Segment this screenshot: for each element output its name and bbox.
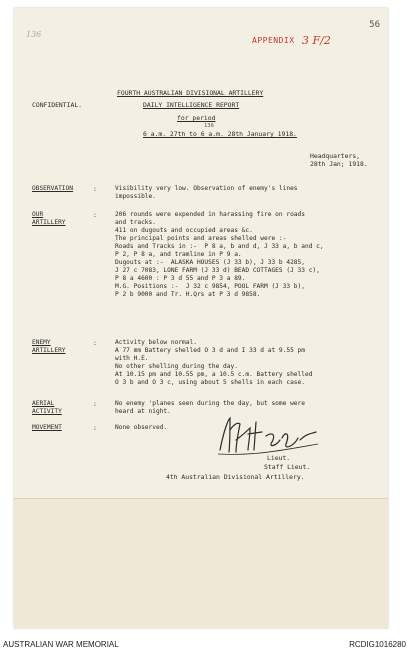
period-label: for period — [177, 114, 216, 122]
text-line: heard at night. — [115, 408, 171, 415]
colon: : — [93, 424, 97, 432]
report-title: FOURTH AUSTRALIAN DIVISIONAL ARTILLERY — [117, 89, 264, 97]
section-label-observation: OBSERVATION — [32, 185, 73, 192]
section-body-our-artillery — [115, 211, 385, 299]
colon: : — [93, 185, 97, 193]
footer-institution: AUSTRALIAN WAR MEMORIAL — [3, 640, 119, 649]
text-line: P 2, P 8 a, and tramline in P 9 a. — [115, 251, 242, 258]
text-line: P 2 b 9000 and Tr. H.Qrs at P 3 d 9858. — [115, 291, 261, 298]
text-line: O 3 b and O 3 c, using about 5 shells in each case. — [115, 379, 305, 386]
signature-unit: 4th Australian Divisional Artillery. — [166, 473, 305, 481]
section-label-aerial-activity: AERIAL ACTIVITY — [32, 400, 62, 415]
text-line: Roads and Tracks in :- P 8 a, b and d, J 33 a, b and c, — [115, 243, 324, 250]
colon: : — [93, 400, 97, 408]
text-line: Dugouts at :- ALASKA HOUSES (J 33 b), J 33 b 4285, — [115, 259, 305, 266]
text-line: At 10.15 pm and 10.55 pm, a 10.5 c.m. Battery shelled — [115, 371, 313, 378]
text-line: impossible. — [115, 193, 156, 200]
document-page — [14, 8, 388, 628]
text-line: None observed. — [115, 424, 168, 431]
appendix-handwritten-ref: 3 F/2 — [302, 34, 331, 47]
section-body-observation — [115, 185, 385, 201]
text-line: No other shelling during the day. — [115, 363, 238, 370]
colon: : — [93, 211, 97, 219]
handwritten-signature — [214, 410, 324, 460]
signature-rank: Lieut. — [267, 454, 291, 462]
text-line: and tracks. — [115, 219, 156, 226]
text-line: with H.E. — [115, 355, 149, 362]
text-line: The principal points and areas shelled were :- — [115, 235, 287, 242]
report-subtitle: DAILY INTELLIGENCE REPORT — [143, 101, 240, 109]
text-line: P 8 a 4600 : P 3 d 55 and P 3 a 89. — [115, 275, 246, 282]
footer-record-id: RCDIG1016280 — [349, 640, 406, 649]
appendix-stamp: APPENDIX — [252, 36, 295, 45]
signature-appointment: Staff Lieut. — [264, 463, 311, 471]
lower-sheet — [14, 498, 388, 629]
period-number: 136 — [204, 123, 214, 129]
classification: CONFIDENTIAL. — [32, 101, 83, 109]
text-line: J 27 c 7083, LONE FARM (J 33 d) BEAD COTTAGES (J 33 c), — [115, 267, 320, 274]
text-line: 411 on dugouts and occupied areas &c. — [115, 227, 253, 234]
section-label-our-artillery: OUR ARTILLERY — [32, 211, 66, 226]
colon: : — [93, 339, 97, 347]
text-line: Visibility very low. Observation of enemy's lines — [115, 185, 298, 192]
text-line: 206 rounds were expended in harassing fire on roads — [115, 211, 305, 218]
archive-page-number: 56 — [369, 20, 380, 30]
report-date: 28th Jan; 1918. — [310, 160, 368, 168]
text-line: Activity below normal. — [115, 339, 197, 346]
archive-margin-number: 136 — [26, 30, 42, 39]
hq-location: Headquarters, — [310, 152, 361, 160]
period-range: 6 a.m. 27th to 6 a.m. 28th January 1918. — [143, 130, 297, 138]
text-line: No enemy 'planes seen during the day, but some were — [115, 400, 305, 407]
section-body-enemy-artillery — [115, 339, 385, 387]
text-line: A 77 mm Battery shelled O 3 d and I 33 d at 9.55 pm — [115, 347, 305, 354]
section-label-enemy-artillery: ENEMY ARTILLERY — [32, 339, 66, 354]
section-label-movement: MOVEMENT — [32, 424, 62, 431]
text-line: M.G. Positions :- J 32 c 9854, POOL FARM (J 33 b), — [115, 283, 305, 290]
